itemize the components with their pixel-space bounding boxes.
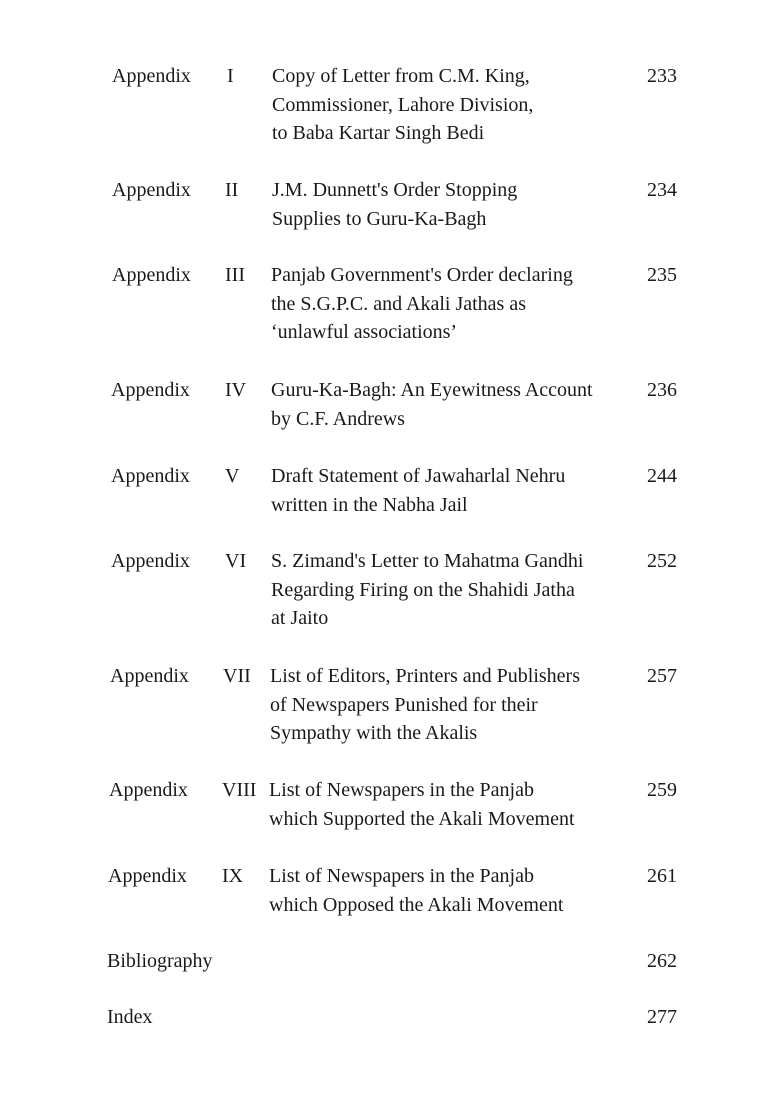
- entry-title: [272, 176, 632, 233]
- entry-page-number: 235: [647, 264, 677, 286]
- entry-label: Appendix: [111, 465, 190, 487]
- entry-number: VII: [223, 665, 251, 687]
- entry-title-line: Panjab Government's Order declaring: [271, 264, 573, 286]
- entry-title-line: Draft Statement of Jawaharlal Nehru: [271, 465, 566, 487]
- entry-page-number: 277: [647, 1006, 677, 1028]
- entry-title-line: of Newspapers Punished for their: [270, 693, 538, 716]
- entry-title: [271, 376, 631, 433]
- entry-page-number: 262: [647, 950, 677, 972]
- entry-page-number: 261: [647, 865, 677, 887]
- entry-title-line: Copy of Letter from C.M. King,: [272, 65, 530, 87]
- entry-title-line: to Baba Kartar Singh Bedi: [272, 122, 485, 144]
- entry-page-number: 252: [647, 550, 677, 572]
- entry-label: Appendix: [108, 865, 187, 887]
- entry-title-line: List of Editors, Printers and Publishers: [270, 665, 580, 687]
- entry-title: [272, 62, 632, 148]
- entry-title: [269, 776, 629, 833]
- entry-label: Bibliography: [107, 950, 213, 972]
- entry-page-number: 259: [647, 779, 677, 801]
- entry-label: Appendix: [112, 264, 191, 286]
- entry-title-line: at Jaito: [271, 607, 329, 629]
- entry-title-line: Guru-Ka-Bagh: An Eyewitness Account: [271, 379, 593, 401]
- entry-title-line: J.M. Dunnett's Order Stopping: [272, 179, 518, 201]
- entry-title-line: written in the Nabha Jail: [271, 493, 468, 516]
- entry-page-number: 257: [647, 665, 677, 687]
- entry-title-line: Sympathy with the Akalis: [270, 722, 478, 744]
- entry-title: [271, 462, 631, 519]
- entry-label: Appendix: [112, 179, 191, 201]
- entry-title: [271, 261, 631, 347]
- entry-label: Appendix: [111, 550, 190, 572]
- entry-page-number: 244: [647, 465, 677, 487]
- entry-number: I: [227, 65, 234, 87]
- entry-title: [271, 547, 631, 633]
- entry-number: III: [225, 264, 245, 286]
- entry-number: VI: [225, 550, 247, 572]
- entry-number: V: [225, 465, 240, 487]
- entry-number: II: [225, 179, 239, 201]
- entry-label: Appendix: [111, 379, 190, 401]
- entry-page-number: 233: [647, 65, 677, 87]
- entry-title-line: by C.F. Andrews: [271, 407, 405, 430]
- entry-title-line: which Opposed the Akali Movement: [269, 893, 564, 916]
- entry-page-number: 236: [647, 379, 677, 401]
- entry-title-line: Regarding Firing on the Shahidi Jatha: [271, 578, 575, 601]
- entry-label: Index: [107, 1006, 153, 1028]
- entry-title: [270, 662, 630, 748]
- entry-label: Appendix: [109, 779, 188, 801]
- entry-number: IX: [222, 865, 244, 887]
- entry-title-line: List of Newspapers in the Panjab: [269, 779, 534, 801]
- entry-title-line: Supplies to Guru-Ka-Bagh: [272, 207, 487, 230]
- entry-number: VIII: [222, 779, 257, 801]
- entry-title-line: which Supported the Akali Movement: [269, 807, 575, 830]
- entry-page-number: 234: [647, 179, 677, 201]
- entry-title-line: S. Zimand's Letter to Mahatma Gandhi: [271, 550, 584, 572]
- entry-label: Appendix: [112, 65, 191, 87]
- entry-title-line: ‘unlawful associations’: [271, 321, 458, 343]
- entry-label: Appendix: [110, 665, 189, 687]
- entry-number: IV: [225, 379, 247, 401]
- entry-title-line: the S.G.P.C. and Akali Jathas as: [271, 292, 526, 315]
- entry-title-line: List of Newspapers in the Panjab: [269, 865, 534, 887]
- entry-title-line: Commissioner, Lahore Division,: [272, 93, 534, 116]
- entry-title: [269, 862, 629, 919]
